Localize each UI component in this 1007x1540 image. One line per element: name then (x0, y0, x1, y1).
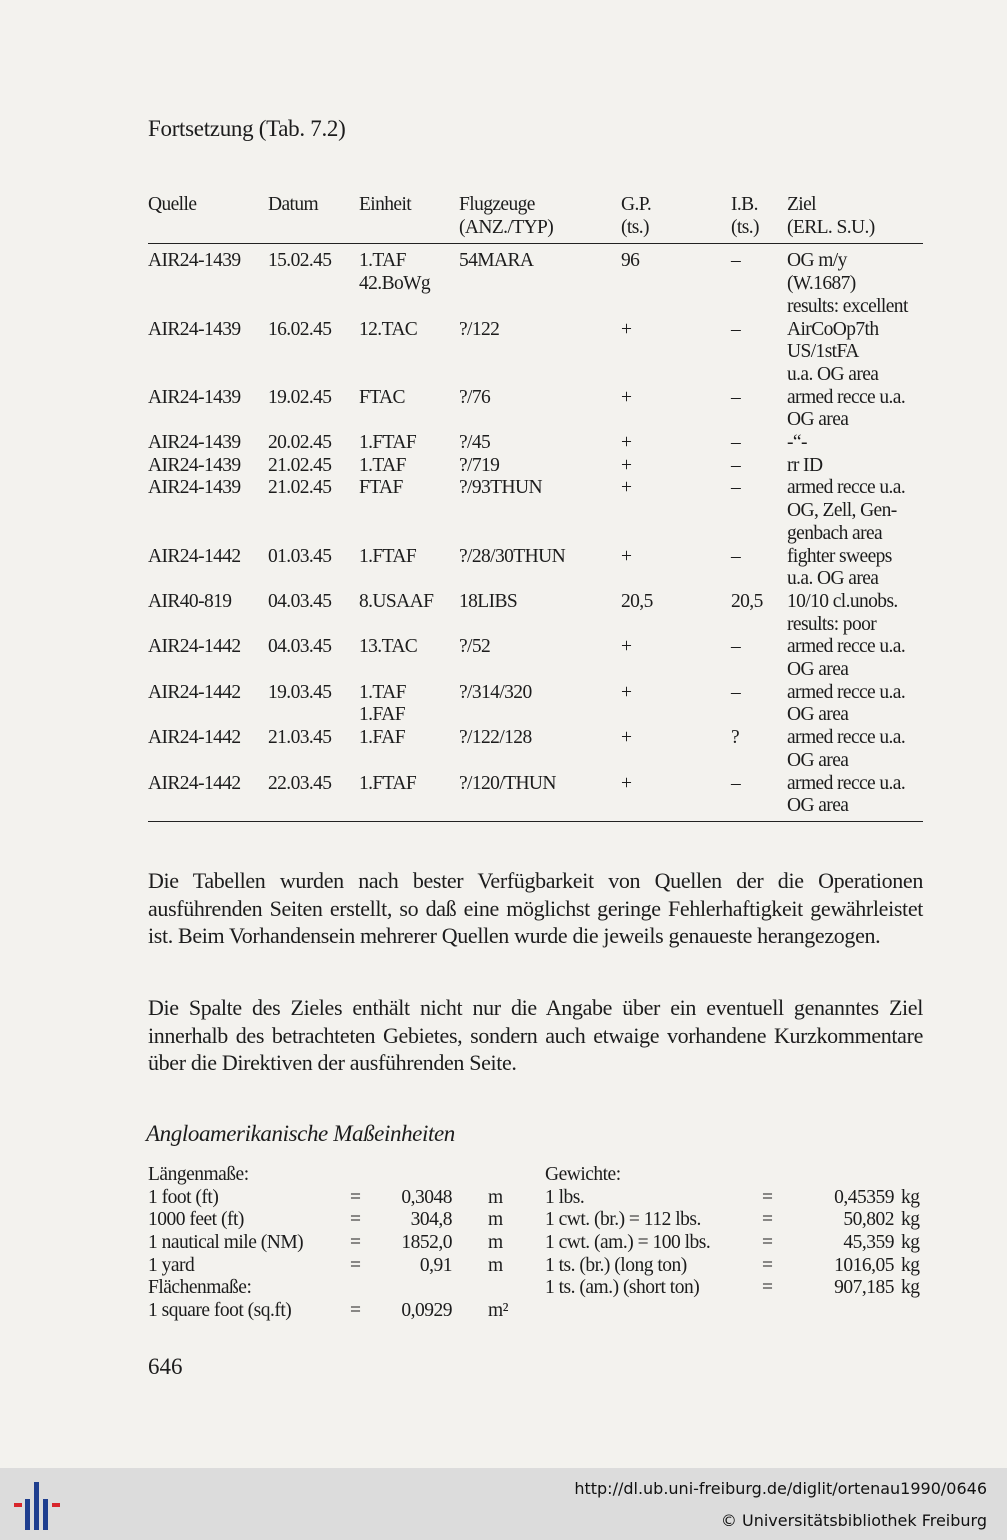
column-header-einheit: Einheit (359, 194, 459, 244)
cell-einheit: 1.FTAF (359, 773, 459, 822)
cell-flugzeuge: ?/122 (459, 318, 500, 340)
weight-unit-value: 907,185 (834, 1277, 894, 1299)
cell-einheit: 1.TAF 42.BoWg (359, 250, 431, 295)
weight-unit-eq: = (762, 1209, 773, 1231)
cell-datum: 01.03.45 (268, 545, 332, 567)
cell-quelle: AIR24-1439 (148, 250, 241, 272)
viewer-footer (0, 1468, 1007, 1540)
length-unit-row (148, 1187, 518, 1210)
length-unit-label: 1 nautical mile (NM) (148, 1232, 304, 1254)
cell-gp: + (621, 773, 731, 822)
cell-flugzeuge: 54MARA (459, 250, 534, 272)
cell-einheit: 12.TAC (359, 318, 418, 340)
cell-quelle: AIR24-1439 (148, 386, 241, 408)
weight-unit-value: 1016,05 (834, 1254, 894, 1276)
cell-datum: 22.03.45 (268, 773, 359, 822)
cell-ib: – (731, 432, 741, 454)
cell-ib: – (731, 636, 741, 658)
cell-gp: + (621, 727, 632, 749)
weight-unit-row (545, 1187, 925, 1210)
cell-datum: 19.02.45 (268, 386, 332, 408)
weight-unit-unit: kg (901, 1277, 920, 1299)
operations-table (148, 194, 923, 822)
cell-flugzeuge: 18LIBS (459, 590, 518, 612)
weight-unit-unit: kg (901, 1186, 920, 1208)
length-unit-label: 1 foot (ft) (148, 1186, 219, 1208)
length-unit-eq: = (350, 1254, 361, 1276)
cell-flugzeuge: ?/314/320 (459, 681, 532, 703)
cell-ziel: armed recce u.a. OG area (787, 681, 906, 726)
cell-ziel: armed recce u.a. OG area (787, 773, 923, 822)
cell-quelle: AIR40-819 (148, 590, 232, 612)
weight-unit-eq: = (762, 1232, 773, 1254)
cell-einheit: FTAF (359, 477, 403, 499)
area-unit-label: 1 square foot (sq.ft) (148, 1300, 292, 1322)
cell-flugzeuge: ?/93THUN (459, 477, 542, 499)
weight-unit-value: 50,802 (843, 1209, 894, 1231)
length-unit-row (148, 1209, 518, 1232)
weight-unit-row (545, 1255, 925, 1278)
column-header-ib: I.B. (ts.) (731, 194, 787, 244)
cell-flugzeuge: ?/28/30THUN (459, 545, 566, 567)
cell-ib: – (731, 545, 741, 567)
cell-ziel: AirCoOp7th US/1stFA u.a. OG area (787, 318, 879, 385)
column-header-quelle: Quelle (148, 194, 268, 244)
cell-ib: – (731, 681, 741, 703)
cell-flugzeuge: ?/52 (459, 636, 491, 658)
area-unit-row (148, 1300, 518, 1323)
cell-ib: – (731, 250, 741, 272)
weight-unit-unit: kg (901, 1209, 920, 1231)
cell-flugzeuge: ?/122/128 (459, 727, 532, 749)
cell-ziel: armed recce u.a. OG, Zell, Gen- genbach area (787, 477, 906, 544)
length-unit-label: 1 yard (148, 1254, 195, 1276)
weight-unit-unit: kg (901, 1254, 920, 1276)
cell-quelle: AIR24-1442 (148, 636, 241, 658)
length-unit-eq: = (350, 1186, 361, 1208)
cell-ib: 20,5 (731, 590, 763, 612)
cell-ib: ? (731, 727, 740, 749)
cell-flugzeuge: ?/45 (459, 432, 491, 454)
cell-gp: + (621, 636, 632, 658)
cell-einheit: 1.FTAF (359, 545, 417, 567)
table-row (148, 636, 923, 681)
cell-gp: + (621, 454, 632, 476)
length-unit-unit: m (488, 1254, 503, 1276)
weight-units-column (545, 1164, 925, 1300)
page-title: Fortsetzung (Tab. 7.2) (148, 116, 346, 141)
cell-datum: 16.02.45 (268, 318, 332, 340)
column-header-datum: Datum (268, 194, 359, 244)
length-unit-value: 0,91 (419, 1254, 452, 1276)
units-section-title: Angloamerikanische Maßeinheiten (146, 1121, 455, 1146)
weight-unit-eq: = (762, 1254, 773, 1276)
cell-gp: + (621, 681, 632, 703)
cell-datum: 19.03.45 (268, 681, 332, 703)
cell-ziel: armed recce u.a. OG area (787, 727, 906, 771)
weight-unit-row (545, 1209, 925, 1232)
weight-unit-row (545, 1277, 925, 1300)
length-unit-unit: m (488, 1186, 503, 1208)
cell-quelle: AIR24-1439 (148, 432, 241, 454)
cell-einheit: 1.TAF 1.FAF (359, 681, 406, 726)
length-unit-label: 1000 feet (ft) (148, 1209, 244, 1231)
table-row (148, 477, 923, 545)
paragraph-sources: Die Tabellen wurden nach bester Verfügbarkeit von Quellen der die Operationen ausführenden Seiten erstellt, so daß eine möglichst geringe Fehlerhaftigkeit gewährleistet ist. Beim Vorhandensein mehrerer Quellen wurde die jeweils genaueste herangezogen. (148, 868, 923, 948)
cell-gp: + (621, 432, 632, 454)
cell-ziel: fighter sweeps u.a. OG area (787, 545, 892, 590)
ub-freiburg-logo-icon (14, 1482, 62, 1530)
table-header-row (148, 194, 923, 244)
weight-unit-eq: = (762, 1186, 773, 1208)
table-row (148, 455, 923, 478)
weight-unit-label: 1 cwt. (am.) = 100 lbs. (545, 1232, 711, 1254)
table-row (148, 319, 923, 387)
cell-datum: 21.03.45 (268, 727, 332, 749)
length-units-column (148, 1164, 518, 1323)
cell-einheit: FTAC (359, 386, 405, 408)
area-units-heading: Flächenmaße: (148, 1277, 252, 1299)
weight-unit-label: 1 ts. (am.) (short ton) (545, 1277, 700, 1299)
cell-datum: 04.03.45 (268, 590, 332, 612)
cell-datum: 21.02.45 (268, 454, 332, 476)
cell-quelle: AIR24-1439 (148, 318, 241, 340)
area-unit-value: 0,0929 (401, 1300, 452, 1322)
cell-einheit: 1.TAF (359, 454, 406, 476)
length-unit-value: 0,3048 (401, 1186, 452, 1208)
cell-gp: + (621, 386, 632, 408)
cell-datum: 15.02.45 (268, 250, 332, 272)
weight-unit-value: 0,45359 (834, 1186, 894, 1208)
cell-datum: 20.02.45 (268, 432, 332, 454)
cell-quelle: AIR24-1442 (148, 545, 241, 567)
cell-datum: 04.03.45 (268, 636, 332, 658)
table-row (148, 387, 923, 432)
column-header-ziel: Ziel (ERL. S.U.) (787, 194, 923, 244)
cell-ib: – (731, 454, 741, 476)
cell-quelle: AIR24-1439 (148, 477, 241, 499)
weight-unit-label: 1 cwt. (br.) = 112 lbs. (545, 1209, 701, 1231)
cell-flugzeuge: ?/719 (459, 454, 500, 476)
area-unit-unit: m² (488, 1300, 509, 1322)
weight-unit-unit: kg (901, 1232, 920, 1254)
cell-quelle: AIR24-1439 (148, 454, 241, 476)
column-header-flugzeuge: Flugzeuge (ANZ./TYP) (459, 194, 621, 244)
weight-unit-label: 1 ts. (br.) (long ton) (545, 1254, 687, 1276)
cell-ib: – (731, 477, 741, 499)
table-body (148, 244, 923, 822)
length-unit-eq: = (350, 1232, 361, 1254)
weight-unit-row (545, 1232, 925, 1255)
length-unit-row (148, 1255, 518, 1278)
cell-einheit: 1.FTAF (359, 432, 417, 454)
cell-quelle: AIR24-1442 (148, 681, 241, 703)
table-row (148, 727, 923, 772)
cell-ib: – (731, 773, 787, 822)
cell-ziel: rr ID (787, 454, 823, 476)
cell-flugzeuge: ?/76 (459, 386, 491, 408)
cell-ib: – (731, 318, 741, 340)
cell-gp: + (621, 545, 632, 567)
cell-gp: + (621, 477, 632, 499)
cell-ziel: armed recce u.a. OG area (787, 636, 906, 681)
cell-ziel: -“- (787, 432, 807, 454)
cell-ib: – (731, 386, 741, 408)
cell-ziel: OG m/y (W.1687) results: excellent (787, 250, 908, 317)
length-unit-row (148, 1232, 518, 1255)
column-header-gp: G.P. (ts.) (621, 194, 731, 244)
weight-unit-value: 45,359 (843, 1232, 894, 1254)
length-unit-eq: = (350, 1209, 361, 1231)
cell-einheit: 13.TAC (359, 636, 418, 658)
length-unit-unit: m (488, 1232, 503, 1254)
page-number: 646 (148, 1354, 183, 1379)
table-row (148, 244, 923, 319)
weight-units-heading: Gewichte: (545, 1164, 621, 1185)
cell-einheit: 1.FAF (359, 727, 405, 749)
weight-unit-eq: = (762, 1277, 773, 1299)
table-row (148, 773, 923, 822)
length-unit-value: 304,8 (410, 1209, 452, 1231)
cell-datum: 21.02.45 (268, 477, 332, 499)
length-unit-value: 1852,0 (401, 1232, 452, 1254)
weight-unit-label: 1 lbs. (545, 1186, 585, 1208)
cell-quelle: AIR24-1442 (148, 773, 268, 822)
table-row (148, 682, 923, 727)
cell-ziel: armed recce u.a. OG area (787, 386, 906, 431)
cell-gp: + (621, 318, 632, 340)
length-unit-unit: m (488, 1209, 503, 1231)
table-row (148, 546, 923, 591)
area-unit-eq: = (350, 1300, 361, 1322)
cell-einheit: 8.USAAF (359, 590, 434, 612)
document-url-link[interactable]: http://dl.ub.uni-freiburg.de/diglit/ortenau1990/0646 (574, 1479, 987, 1498)
copyright-notice: © Universitätsbibliothek Freiburg (720, 1511, 987, 1530)
cell-ziel: 10/10 cl.unobs. results: poor (787, 590, 898, 635)
cell-gp: 20,5 (621, 590, 653, 612)
paragraph-target-column: Die Spalte des Zieles enthält nicht nur die Angabe über ein eventuell genanntes Ziel innerhalb des betrachteten Gebietes, sondern auch etwaige vorhandene Kurzkommentare über die Direktiven der ausführenden Seite. (148, 995, 923, 1075)
table-row (148, 591, 923, 636)
cell-flugzeuge: ?/120/THUN (459, 773, 621, 822)
table-row (148, 432, 923, 455)
cell-quelle: AIR24-1442 (148, 727, 241, 749)
cell-gp: 96 (621, 250, 640, 272)
length-units-heading: Längenmaße: (148, 1164, 249, 1185)
